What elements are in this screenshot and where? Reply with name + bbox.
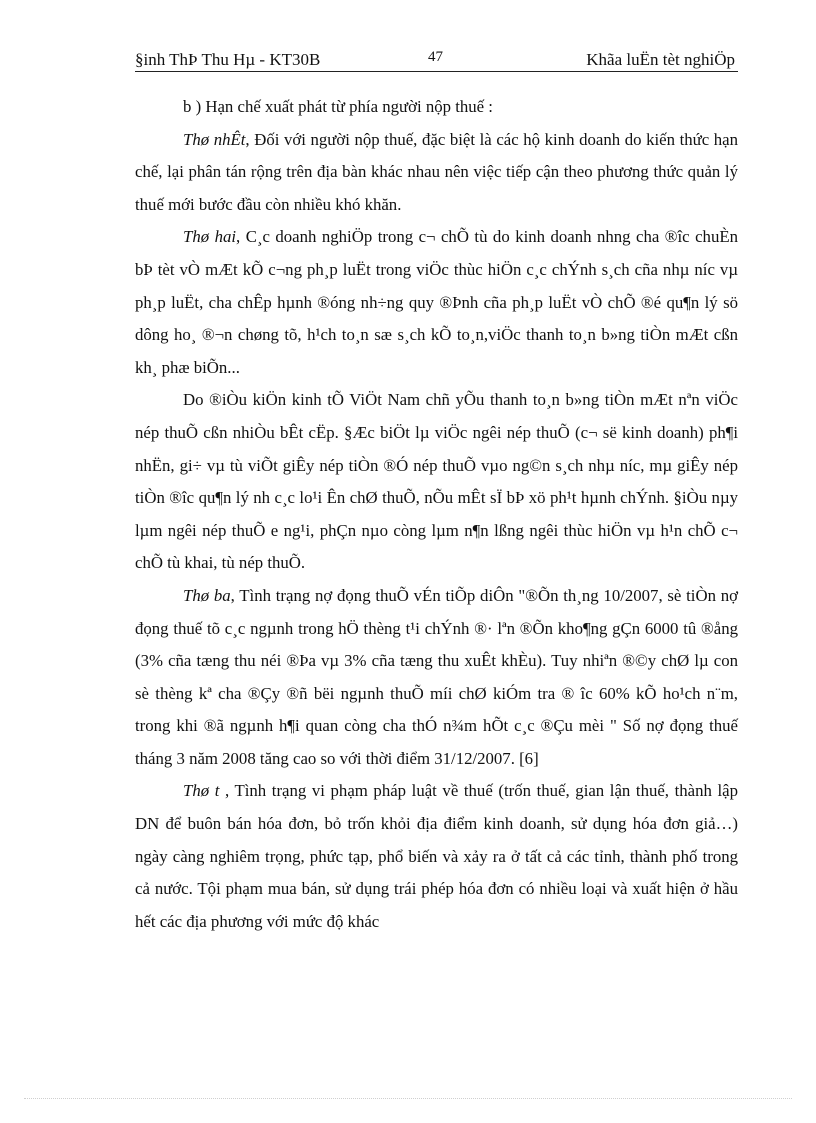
paragraph-lead: Thø ba [183, 585, 231, 605]
page-bottom-divider [24, 1098, 792, 1099]
paragraph-first-point [135, 124, 738, 222]
paragraph-limitations-heading [135, 91, 738, 124]
paragraph-lead: Thø t [183, 781, 220, 801]
paragraph-third-point [135, 580, 738, 776]
paragraph-text: Do ®iÒu kiÖn kinh tÕ ViÖt Nam chñ yÕu thanh to¸n b»ng tiÒn mÆt nªn viÖc nép thuÕ cßn nhiÒu bÊt cËp. §Æc biÖt lµ viÖc ngêi nép thuÕ (c¬ së kinh doanh) ph¶i nhËn, gi÷ vµ tù viÕt giÊy nép tiÒn ®Ó nép thuÕ vµo ng©n s¸ch nhµ níc, mµ giÊy nép tiÒn ®îc qu¶n lý nh c¸c lo¹i Ên chØ thuÕ, nÕu mÊt sÏ bÞ xö ph¹t hµnh chÝnh. §iÒu nµy lµm ngêi nép thuÕ e ng¹i, phÇn nµo còng lµm n¶n lßng ngêi thùc hiÖn vµ h¹n chÕ c¬ chÕ tù khai, tù nép thuÕ. [135, 390, 738, 573]
header-divider [135, 71, 738, 72]
paragraph-lead: Thø nhÊt [183, 129, 246, 149]
paragraph-second-point [135, 221, 738, 384]
paragraph-text: , Tình trạng vi phạm pháp luật về thuế (trốn thuế, gian lận thuế, thành lập DN để buôn bán hóa đơn, bỏ trốn khỏi địa điểm kinh doanh, sử dụng hóa đơn giả…) ngày càng nghiêm trọng, phức tạp, phổ biến và xảy ra ở tất cả các tỉnh, thành phố trong cả nước. Tội phạm mua bán, sử dụng trái phép hóa đơn có nhiều loại và xuất hiện ở hầu hết các địa phương với mức độ khác [135, 781, 738, 931]
document-body [135, 91, 738, 938]
paragraph-cash-payment [135, 384, 738, 580]
page-number: 47 [428, 49, 443, 65]
paragraph-text: , Đối với người nộp thuế, đặc biệt là các hộ kinh doanh do kiến thức hạn chế, lại phân tán rộng trên địa bàn khác nhau nên việc tiếp cận theo phương thức quản lý thuế mới bước đầu còn nhiều khó khăn. [135, 129, 739, 214]
paragraph-text: , Tình trạng nợ đọng thuÕ vÉn tiÕp diÔn "®Õn th¸ng 10/2007, sè tiÒn nợ đọng thuế tõ c¸c ngµnh trong hÖ thèng t¹i chÝnh ®· lªn ®Õn kho¶ng gÇn 6000 tû ®ång (3% cña tæng thu néi ®Þa vµ 3% cña tæng thu xuÊt khÈu). Tuy nhiªn ®©y chØ lµ con sè thèng kª cha ®Çy ®ñ bëi ngµnh thuÕ míi chØ kiÓm tra ® îc 60% kÕ ho¹ch n¨m, trong khi ®ã ngµnh h¶i quan còng cha thÓ n¾m hÕt c¸c ®Çu mèi " Số nợ đọng thuế tháng 3 năm 2008 tăng cao so với thời điểm 31/12/2007. [6] [135, 585, 738, 768]
header-document-title: Khãa luËn tèt nghiÖp [586, 50, 735, 69]
header-author: §inh ThÞ Thu Hµ - KT30B [135, 50, 321, 69]
paragraph-text: b ) Hạn chế xuất phát từ phía người nộp thuế : [183, 97, 493, 116]
paragraph-fourth-point [135, 775, 738, 938]
paragraph-lead: Thø hai [183, 227, 237, 247]
paragraph-text: , C¸c doanh nghiÖp trong c¬ chÕ tù do kinh doanh nhng cha ®îc chuÈn bÞ tèt vÒ mÆt kÕ c¬ng ph¸p luËt trong viÖc thùc hiÖn c¸c chÝnh s¸ch cña nhµ níc vµ ph¸p luËt, cha chÊp hµnh ®óng nh÷ng quy ®Þnh cña ph¸p luËt vÒ chÕ ®é qu¶n lý sö dông ho¸ ®¬n chøng tõ, h¹ch to¸n sæ s¸ch kÕ to¸n,viÖc thanh to¸n b»ng tiÒn mÆt cßn kh¸ phæ biÕn... [135, 227, 738, 377]
page-header [135, 44, 738, 70]
